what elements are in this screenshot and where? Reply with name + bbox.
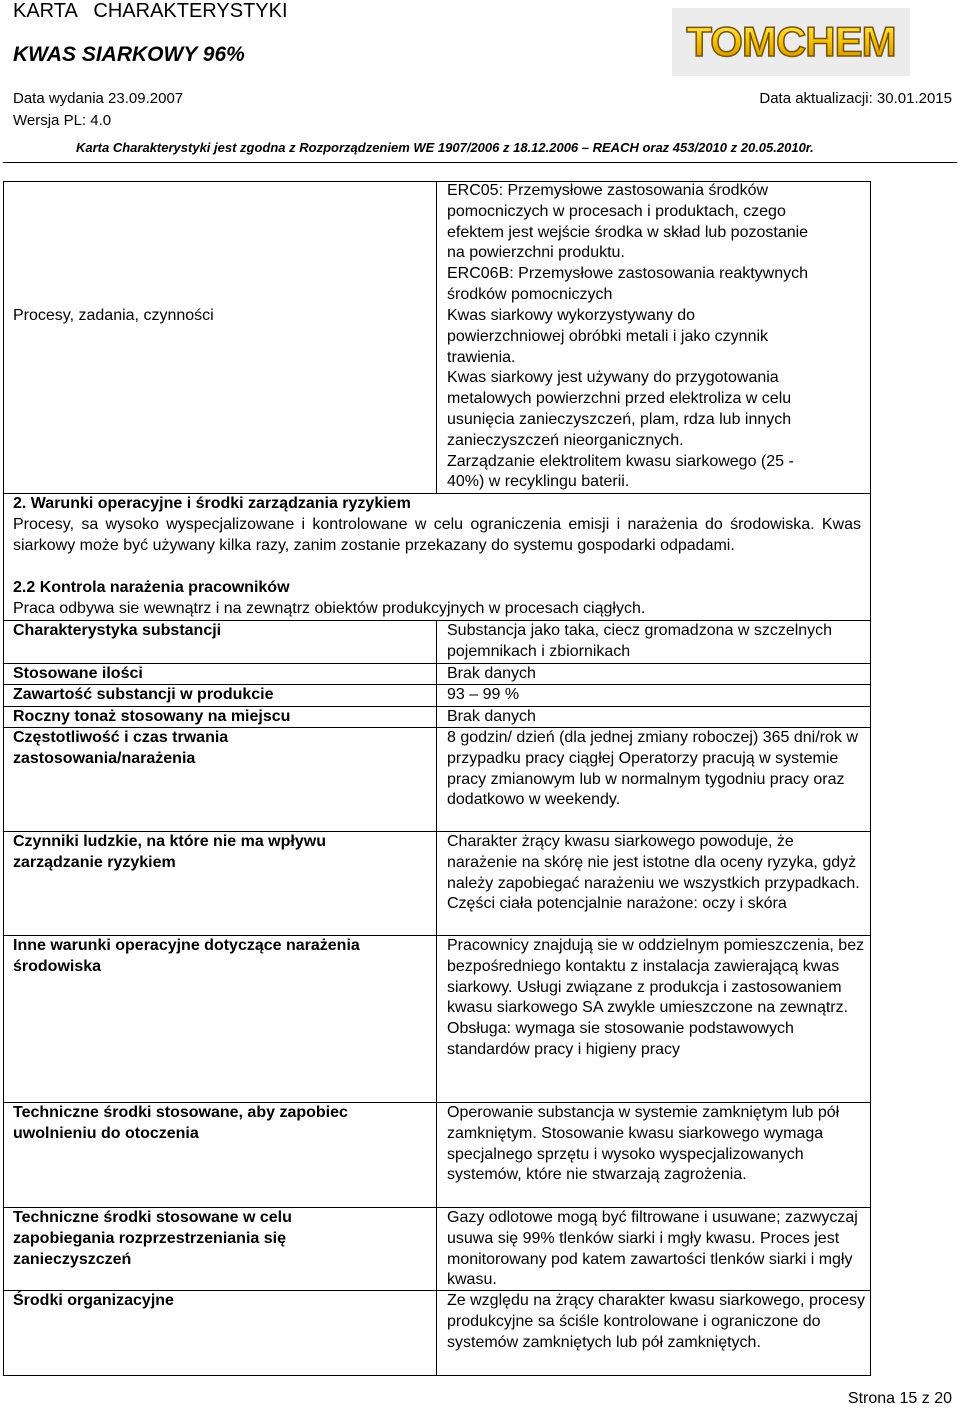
column-divider bbox=[436, 620, 437, 1376]
company-logo bbox=[672, 8, 910, 76]
column-divider bbox=[436, 181, 437, 493]
document-type: KARTA CHARAKTERYSTYKI bbox=[13, 0, 288, 22]
row-label: Inne warunki operacyjne dotyczące narażenia środowiska bbox=[13, 937, 360, 975]
header-divider bbox=[3, 162, 957, 163]
logo-text: TOMCHEM bbox=[686, 18, 896, 65]
row-value: Brak danych bbox=[447, 708, 536, 725]
row-label: Częstotliwość i czas trwania zastosowania/narażenia bbox=[13, 729, 229, 767]
update-date: Data aktualizacji: 30.01.2015 bbox=[759, 90, 952, 107]
table-cell-line: metalowych powierzchni przed elektroliza w celu bbox=[447, 390, 792, 408]
row-value: Pracownicy znajdują sie w oddzielnym pomieszczenia, bez bezpośredniego kontaktu z instalacja zawierającą kwas siarkowy. Usługi związane z produkcja i zastosowaniem kwasu siarkowego SA zwykle umieszczone na zewnątrz. Obsługa: wymaga sie stosowanie podstawowych standardów pracy i higieny pracy bbox=[447, 937, 865, 1058]
page-number: Strona 15 z 20 bbox=[847, 1390, 952, 1407]
row-label: Charakterystyka substancji bbox=[13, 622, 222, 639]
section-paragraph: Procesy, sa wysoko wyspecjalizowane i kontrolowane w celu ograniczenia emisji i narażenia do środowiska. Kwas siarkowy może być używany kilka razy, zanim zostanie przekazany do systemu gospodarki odpadami. bbox=[13, 516, 861, 554]
row-value: Charakter żrący kwasu siarkowego powoduje, że narażenie na skórę nie jest istotne dla oceny ryzyka, gdyż należy zapobiegać narażeniu we wszystkich przypadkach. Części ciała potencjalnie narażone: oczy i skóra bbox=[447, 833, 860, 913]
row-value: Ze względu na żrący charakter kwasu siarkowego, procesy produkcyjne sa ściśle kontrolowane i ograniczone do systemów zamkniętych lub pół zamkniętych. bbox=[447, 1292, 865, 1351]
table-cell-line: ERC06B: Przemysłowe zastosowania reaktywnych bbox=[447, 265, 809, 283]
row-label: Stosowane ilości bbox=[13, 665, 143, 682]
table-cell-line: trawienia. bbox=[447, 348, 516, 366]
section-heading: 2. Warunki operacyjne i środki zarządzania ryzykiem bbox=[13, 495, 411, 512]
table-cell-line: usunięcia zanieczyszczeń, plam, rdza lub innych bbox=[447, 410, 792, 428]
table-cell-line: Kwas siarkowy wykorzystywany do bbox=[447, 307, 696, 324]
table-cell-line: 40%) w recyklingu baterii. bbox=[447, 473, 630, 491]
row-label: Środki organizacyjne bbox=[13, 1292, 174, 1309]
table-cell-line: efektem jest wejście środka w skład lub pozostanie bbox=[447, 223, 809, 241]
row-label: Czynniki ludzkie, na które nie ma wpływu zarządzanie ryzykiem bbox=[13, 833, 326, 871]
row-label: Zawartość substancji w produkcie bbox=[13, 686, 274, 703]
table-cell-line: Zarządzanie elektrolitem kwasu siarkowego (25 - bbox=[447, 452, 794, 470]
erc-cell bbox=[447, 181, 867, 306]
table-cell-line: zanieczyszczeń nieorganicznych. bbox=[447, 431, 684, 449]
table-cell-line: Kwas siarkowy jest używany do przygotowania bbox=[447, 369, 779, 387]
row-label: Techniczne środki stosowane, aby zapobiec uwolnieniu do otoczenia bbox=[13, 1104, 348, 1142]
processes-label: Procesy, zadania, czynności bbox=[13, 307, 214, 324]
table-cell-line: środków pomocniczych bbox=[447, 285, 613, 303]
version: Wersja PL: 4.0 bbox=[13, 112, 112, 129]
subsection-heading: 2.2 Kontrola narażenia pracowników bbox=[13, 579, 290, 596]
table-cell-line: ERC05: Przemysłowe zastosowania środków bbox=[447, 182, 769, 199]
issue-date: Data wydania 23.09.2007 bbox=[13, 90, 184, 107]
subsection-paragraph: Praca odbywa sie wewnątrz i na zewnątrz obiektów produkcyjnych w procesach ciągłych. bbox=[13, 600, 646, 617]
table-cell-line: na powierzchni produktu. bbox=[447, 244, 625, 262]
table-cell-line: powierzchniowej obróbki metali i jako czynnik bbox=[447, 327, 769, 345]
processes-value bbox=[447, 306, 867, 493]
row-label: Roczny tonaż stosowany na miejscu bbox=[13, 708, 291, 725]
product-name: KWAS SIARKOWY 96% bbox=[13, 43, 245, 66]
row-value: Gazy odlotowe mogą być filtrowane i usuwane; zazwyczaj usuwa się 99% tlenków siarki i mgły kwasu. Proces jest monitorowany pod katem zawartości tlenków siarki i mgły kwasu. bbox=[447, 1209, 858, 1289]
row-value: 93 – 99 % bbox=[447, 686, 520, 703]
compliance-note: Karta Charakterystyki jest zgodna z Rozporządzeniem WE 1907/2006 z 18.12.2006 – REACH oraz 453/2010 z 20.05.2010r. bbox=[76, 140, 814, 155]
table-cell-line: pomocniczych w procesach i produktach, czego bbox=[447, 202, 786, 220]
row-label: Techniczne środki stosowane w celu zapobiegania rozprzestrzeniania się zanieczyszczeń bbox=[13, 1209, 292, 1268]
row-value: Operowanie substancja w systemie zamkniętym lub pół zamkniętym. Stosowanie kwasu siarkowego wymaga specjalnego sprzętu i wysoko wyspecjalizowanych systemów, które nie stwarzają zagrożenia. bbox=[447, 1104, 840, 1184]
row-value: Brak danych bbox=[447, 665, 536, 682]
row-value: Substancja jako taka, ciecz gromadzona w szczelnych pojemnikach i zbiornikach bbox=[447, 622, 833, 660]
row-value: 8 godzin/ dzień (dla jednej zmiany roboczej) 365 dni/rok w przypadku pracy ciągłej Operatorzy pracują w systemie pracy zmianowym lub w normalnym tygodniu pracy oraz dodatkowo w weekendy. bbox=[447, 729, 858, 809]
